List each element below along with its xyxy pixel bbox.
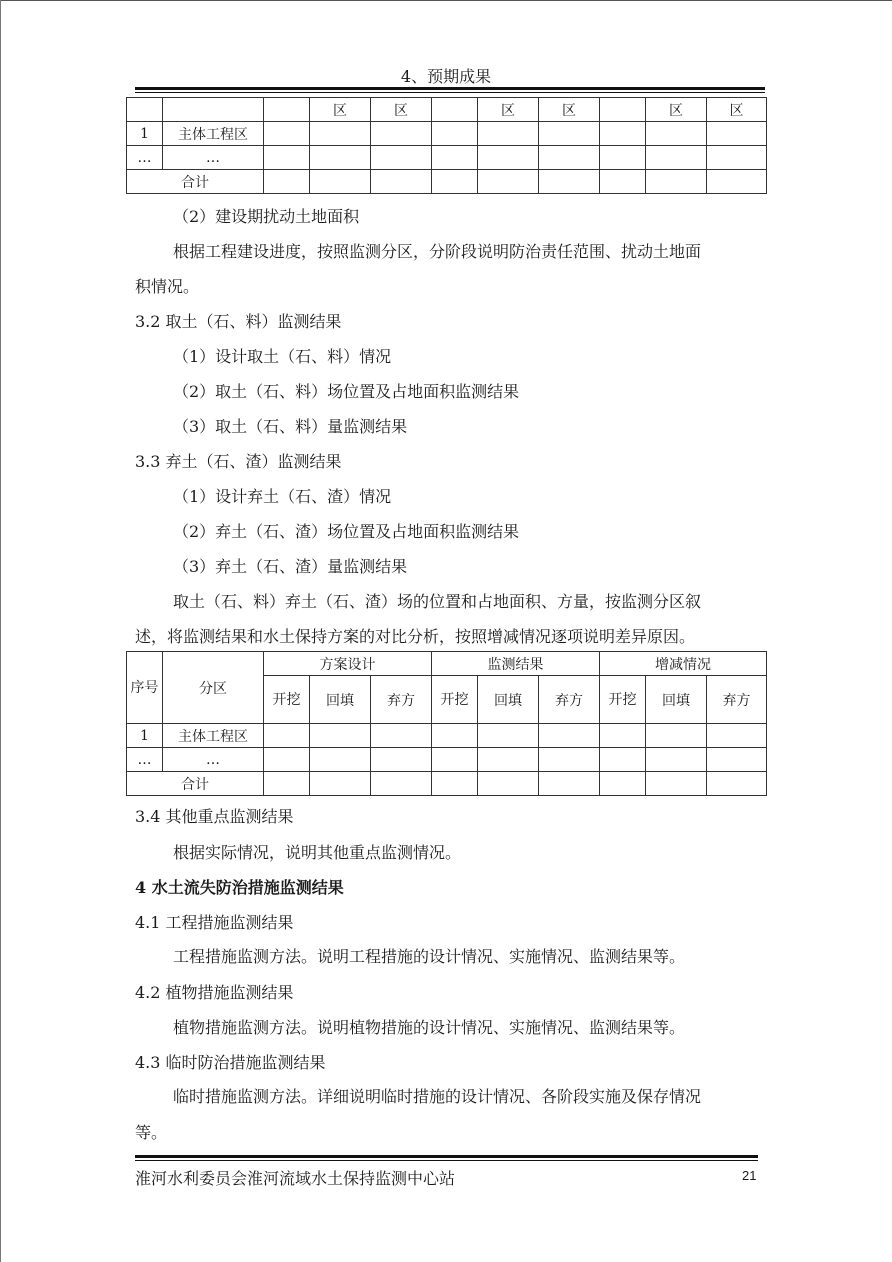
table-cell (707, 122, 767, 146)
table-cell (432, 748, 478, 772)
subcol-header: 开挖 (600, 676, 646, 724)
table-cell (646, 170, 707, 194)
table-cell: 1 (127, 724, 163, 748)
table-cell (646, 122, 707, 146)
table-cell (600, 98, 646, 122)
body-text: 根据实际情况，说明其他重点监测情况。 (173, 843, 462, 862)
table-cell (646, 748, 707, 772)
table-cell (371, 748, 432, 772)
top-border (0, 0, 892, 1)
table-cell (264, 724, 310, 748)
body-text: 根据工程建设进度，按照监测分区，分阶段说明防治责任范围、扰动土地面 (173, 242, 702, 261)
table-cell (478, 146, 539, 170)
table-cell: 区 (707, 98, 767, 122)
table-cell (264, 748, 310, 772)
table-cell (432, 724, 478, 748)
total-label: 合计 (127, 772, 264, 796)
table-cell (478, 748, 539, 772)
table-cell (264, 122, 310, 146)
table-cell (264, 170, 310, 194)
table-row (127, 748, 767, 772)
table-cell (478, 170, 539, 194)
table-cell: … (163, 748, 264, 772)
section-heading: 4.1 工程措施监测结果 (135, 913, 294, 932)
body-text: 工程措施监测方法。说明工程措施的设计情况、实施情况、监测结果等。 (173, 947, 686, 966)
table-cell: 区 (310, 98, 371, 122)
table-cell (707, 772, 767, 796)
header-rule-thin (135, 92, 765, 93)
table-cell (646, 146, 707, 170)
group-header: 方案设计 (264, 652, 432, 676)
table-cell (371, 170, 432, 194)
table-cell (310, 122, 371, 146)
subcol-header: 回填 (646, 676, 707, 724)
table-row (127, 724, 767, 748)
table-cell: 主体工程区 (163, 122, 264, 146)
body-text: 植物措施监测方法。说明植物措施的设计情况、实施情况、监测结果等。 (173, 1018, 686, 1037)
body-text: （2）建设期扰动土地面积 (173, 207, 360, 226)
table-cell: … (127, 748, 163, 772)
table-cell (432, 122, 478, 146)
table-cell (646, 724, 707, 748)
table-cell (310, 748, 371, 772)
group-header: 增减情况 (600, 652, 767, 676)
table-cell (264, 772, 310, 796)
table-cell (371, 122, 432, 146)
table-cell (432, 98, 478, 122)
left-border (0, 0, 1, 1262)
table-cell (707, 170, 767, 194)
table-cell (539, 748, 600, 772)
body-text: （1）设计弃土（石、渣）情况 (173, 487, 392, 506)
subcol-header: 回填 (478, 676, 539, 724)
body-text: （3）弃土（石、渣）量监测结果 (173, 557, 408, 576)
section-heading: 3.2 取土（石、料）监测结果 (135, 312, 342, 331)
subcol-header: 回填 (310, 676, 371, 724)
total-label: 合计 (127, 170, 264, 194)
subcol-header: 弃方 (707, 676, 767, 724)
table-cell: … (163, 146, 264, 170)
table-cell (600, 748, 646, 772)
zone-header: 分区 (163, 652, 264, 724)
earthwork-table (126, 651, 767, 796)
table-cell (646, 772, 707, 796)
table-cell: … (127, 146, 163, 170)
section-heading: 4.2 植物措施监测结果 (135, 983, 294, 1002)
subcol-header: 弃方 (539, 676, 600, 724)
table-cell (600, 146, 646, 170)
table-row (127, 122, 767, 146)
group-header: 监测结果 (432, 652, 600, 676)
section-heading: 3.3 弃土（石、渣）监测结果 (135, 452, 342, 471)
table-cell (432, 170, 478, 194)
chapter-heading: 4 水土流失防治措施监测结果 (135, 878, 344, 897)
table-total-row (127, 772, 767, 796)
table-cell: 主体工程区 (163, 724, 264, 748)
table-cell: 1 (127, 122, 163, 146)
body-text: （3）取土（石、料）量监测结果 (173, 417, 408, 436)
table-cell (310, 170, 371, 194)
subcol-header: 开挖 (432, 676, 478, 724)
table-cell (600, 170, 646, 194)
table-cell: 区 (539, 98, 600, 122)
table-row (127, 98, 767, 122)
table-cell (600, 122, 646, 146)
table-cell (310, 772, 371, 796)
table-cell: 区 (371, 98, 432, 122)
table-cell (478, 122, 539, 146)
table-cell (264, 146, 310, 170)
table-cell (432, 146, 478, 170)
table-cell (539, 122, 600, 146)
body-text: 等。 (135, 1123, 168, 1142)
table-cell (539, 724, 600, 748)
header-rule (135, 87, 765, 90)
table-cell (600, 724, 646, 748)
body-text: 临时措施监测方法。详细说明临时措施的设计情况、各阶段实施及保存情况 (173, 1087, 702, 1106)
table-cell (707, 146, 767, 170)
table-cell (127, 98, 163, 122)
section-heading: 4.3 临时防治措施监测结果 (135, 1053, 326, 1072)
footer-org: 淮河水利委员会淮河流域水土保持监测中心站 (135, 1169, 456, 1188)
body-text: （1）设计取土（石、料）情况 (173, 347, 392, 366)
body-text: 述，将监测结果和水土保持方案的对比分析，按照增减情况逐项说明差异原因。 (135, 627, 696, 646)
table-cell (264, 98, 310, 122)
body-text: 取土（石、料）弃土（石、渣）场的位置和占地面积、方量，按监测分区叙 (173, 592, 702, 611)
table-cell (539, 146, 600, 170)
seq-header: 序号 (127, 652, 163, 724)
table-cell (478, 724, 539, 748)
subcol-header: 开挖 (264, 676, 310, 724)
subcol-header: 弃方 (371, 676, 432, 724)
table-row (127, 146, 767, 170)
page-number: 21 (742, 1168, 757, 1183)
table-cell (539, 170, 600, 194)
body-text: 积情况。 (135, 277, 200, 296)
table-cell: 区 (478, 98, 539, 122)
body-text: （2）取土（石、料）场位置及占地面积监测结果 (173, 382, 520, 401)
table-cell (371, 724, 432, 748)
table-cell (478, 772, 539, 796)
footer-rule-thin (135, 1160, 758, 1161)
table-cell: 区 (646, 98, 707, 122)
table-cell (163, 98, 264, 122)
table-header-row (127, 652, 767, 676)
table-cell (707, 724, 767, 748)
body-text: （2）弃土（石、渣）场位置及占地面积监测结果 (173, 522, 520, 541)
footer-rule (135, 1155, 758, 1158)
table-cell (707, 748, 767, 772)
table-cell (600, 772, 646, 796)
table-cell (432, 772, 478, 796)
table-cell (371, 146, 432, 170)
table-cell (310, 146, 371, 170)
zone-area-table (126, 97, 767, 194)
table-total-row (127, 170, 767, 194)
table-cell (310, 724, 371, 748)
table-cell (371, 772, 432, 796)
table-cell (539, 772, 600, 796)
page-header-title: 4、预期成果 (400, 67, 492, 86)
section-heading: 3.4 其他重点监测结果 (135, 807, 294, 826)
